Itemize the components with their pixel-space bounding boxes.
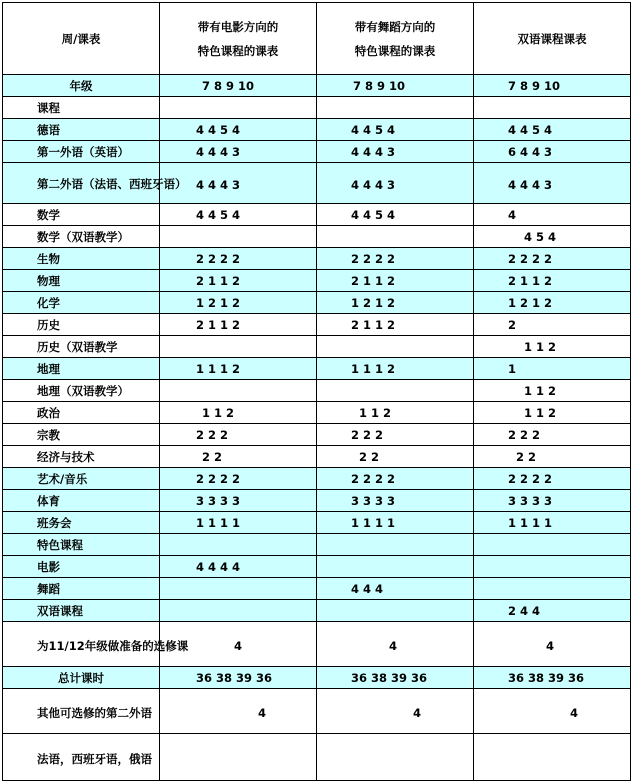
dance-cell: 2 1 1 2 [317,270,474,292]
dance-cell: 1 1 1 2 [317,358,474,380]
dance-cell: 4 4 5 4 [317,204,474,226]
film-cell: 2 2 2 [160,424,317,446]
dance-cell: 7 8 9 10 [317,75,474,97]
dance-cell: 4 4 4 3 [317,163,474,204]
row-label: 其他可选修的第二外语 [3,689,160,734]
dance-cell: 4 4 4 3 [317,141,474,163]
film-cell: 1 1 1 1 [160,512,317,534]
dance-cell: 2 1 1 2 [317,314,474,336]
row-label: 数学 [3,204,160,226]
dance-cell [317,600,474,622]
film-cell [160,578,317,600]
film-cell: 2 2 2 2 [160,248,317,270]
bilingual-cell: 1 1 2 [474,380,631,402]
row-label: 第二外语（法语、西班牙语） [3,163,160,204]
film-cell: 2 2 [160,446,317,468]
film-cell: 7 8 9 10 [160,75,317,97]
table-row [3,204,631,226]
film-cell [160,97,317,119]
film-cell: 4 [160,689,317,734]
film-cell: 4 4 5 4 [160,119,317,141]
header-dance-track: 带有舞蹈方向的 特色课程的课表 [317,3,474,75]
bilingual-cell: 36 38 39 36 [474,667,631,689]
bilingual-cell: 1 1 2 [474,336,631,358]
film-cell [160,600,317,622]
dance-cell: 4 [317,622,474,667]
table-row [3,468,631,490]
bilingual-cell: 4 4 4 3 [474,163,631,204]
table-row [3,490,631,512]
row-label: 课程 [3,97,160,119]
row-label: 法语，西班牙语，俄语 [3,734,160,781]
dance-cell [317,226,474,248]
table-row [3,667,631,689]
row-label: 数学（双语教学） [3,226,160,248]
dance-cell: 4 [317,689,474,734]
film-cell: 1 2 1 2 [160,292,317,314]
bilingual-cell: 2 [474,314,631,336]
dance-cell: 4 4 4 [317,578,474,600]
film-cell: 4 [160,622,317,667]
film-cell [160,380,317,402]
dance-cell [317,534,474,556]
film-cell: 1 1 2 [160,402,317,424]
row-label: 双语课程 [3,600,160,622]
bilingual-cell: 1 1 2 [474,402,631,424]
dance-cell: 1 1 1 1 [317,512,474,534]
table-row [3,600,631,622]
bilingual-cell: 2 2 2 2 [474,248,631,270]
film-cell: 4 4 4 3 [160,163,317,204]
table-row [3,512,631,534]
dance-cell: 1 1 2 [317,402,474,424]
dance-cell [317,336,474,358]
row-label: 生物 [3,248,160,270]
film-cell: 2 1 1 2 [160,270,317,292]
row-label: 班务会 [3,512,160,534]
bilingual-cell: 2 2 2 2 [474,468,631,490]
row-label: 特色课程 [3,534,160,556]
bilingual-cell [474,97,631,119]
row-label: 历史（双语教学 [3,336,160,358]
dance-cell: 3 3 3 3 [317,490,474,512]
bilingual-cell [474,578,631,600]
bilingual-cell: 2 4 4 [474,600,631,622]
dance-cell: 1 2 1 2 [317,292,474,314]
dance-cell: 4 4 5 4 [317,119,474,141]
row-label: 舞蹈 [3,578,160,600]
table-row [3,97,631,119]
row-label: 历史 [3,314,160,336]
film-cell: 4 4 5 4 [160,204,317,226]
row-label: 宗教 [3,424,160,446]
row-label: 德语 [3,119,160,141]
film-cell: 3 3 3 3 [160,490,317,512]
film-cell: 2 2 2 2 [160,468,317,490]
row-label: 第一外语（英语） [3,141,160,163]
film-cell: 36 38 39 36 [160,667,317,689]
dance-cell [317,380,474,402]
film-cell [160,226,317,248]
row-label: 地理（双语教学） [3,380,160,402]
table-row [3,446,631,468]
film-cell: 4 4 4 4 [160,556,317,578]
table-row [3,578,631,600]
dance-cell [317,556,474,578]
table-row [3,292,631,314]
bilingual-cell: 6 4 4 3 [474,141,631,163]
table-row [3,734,631,781]
dance-cell: 2 2 [317,446,474,468]
dance-cell [317,734,474,781]
header-film-track: 带有电影方向的 特色课程的课表 [160,3,317,75]
bilingual-cell: 2 2 2 [474,424,631,446]
row-label: 物理 [3,270,160,292]
bilingual-cell [474,734,631,781]
film-cell [160,534,317,556]
row-label: 体育 [3,490,160,512]
dance-cell: 2 2 2 2 [317,248,474,270]
bilingual-cell: 1 1 1 1 [474,512,631,534]
bilingual-cell: 4 [474,622,631,667]
bilingual-cell: 4 5 4 [474,226,631,248]
bilingual-cell [474,534,631,556]
film-cell: 1 1 1 2 [160,358,317,380]
bilingual-cell: 7 8 9 10 [474,75,631,97]
row-label: 化学 [3,292,160,314]
bilingual-cell: 4 [474,204,631,226]
table-row [3,163,631,204]
curriculum-table [2,2,631,781]
film-cell [160,336,317,358]
row-label: 艺术/音乐 [3,468,160,490]
row-label: 电影 [3,556,160,578]
dance-cell: 2 2 2 2 [317,468,474,490]
header-week-course: 周/课表 [3,3,160,75]
row-label: 经济与技术 [3,446,160,468]
bilingual-cell: 2 2 [474,446,631,468]
row-label: 总计课时 [3,667,160,689]
table-row [3,141,631,163]
row-label: 为11/12年级做准备的选修课 [3,622,160,667]
table-row [3,270,631,292]
bilingual-cell: 1 2 1 2 [474,292,631,314]
table-row [3,380,631,402]
table-row [3,248,631,270]
film-cell [160,734,317,781]
table-row [3,556,631,578]
table-row [3,402,631,424]
header-row [3,3,631,75]
row-label: 地理 [3,358,160,380]
row-label: 政治 [3,402,160,424]
table-row [3,358,631,380]
table-row [3,689,631,734]
table-row [3,424,631,446]
dance-cell: 36 38 39 36 [317,667,474,689]
header-bilingual-track: 双语课程课表 [474,3,631,75]
table-row [3,336,631,358]
table-row [3,226,631,248]
table-row [3,622,631,667]
table-row [3,314,631,336]
bilingual-cell [474,556,631,578]
table-row [3,119,631,141]
table-row [3,534,631,556]
row-label: 年级 [3,75,160,97]
bilingual-cell: 3 3 3 3 [474,490,631,512]
film-cell: 2 1 1 2 [160,314,317,336]
film-cell: 4 4 4 3 [160,141,317,163]
dance-cell [317,97,474,119]
dance-cell: 2 2 2 [317,424,474,446]
bilingual-cell: 4 [474,689,631,734]
bilingual-cell: 4 4 5 4 [474,119,631,141]
bilingual-cell: 1 [474,358,631,380]
table-row [3,75,631,97]
bilingual-cell: 2 1 1 2 [474,270,631,292]
